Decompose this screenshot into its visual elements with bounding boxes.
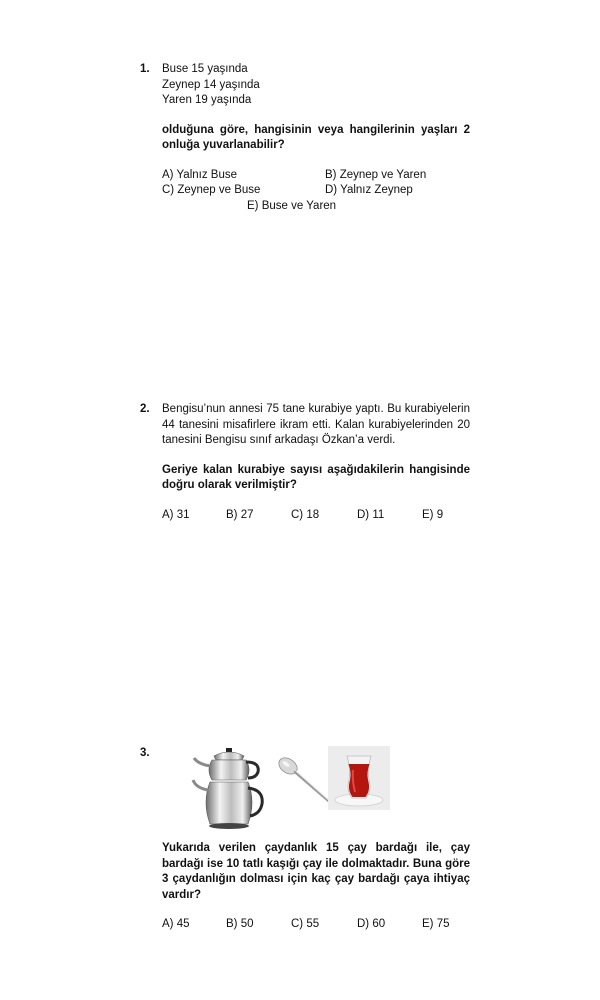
teapot-icon xyxy=(190,746,268,830)
option-a[interactable]: A) Yalnız Buse xyxy=(162,168,238,181)
tea-glass-icon xyxy=(328,746,390,810)
question-line: Zeynep 14 yaşında xyxy=(162,78,260,91)
option-d[interactable]: D) Yalnız Zeynep xyxy=(325,183,413,196)
question-prompt: Geriye kalan kurabiye sayısı aşağıdakilerin hangisinde doğru olarak verilmiştir? xyxy=(162,463,470,491)
question-images xyxy=(162,746,470,841)
question-prompt: Yukarıda verilen çaydanlık 15 çay bardağı ile, çay bardağı ise 10 tatlı kaşığı çay ile dolmaktadır. Buna göre 3 çaydanlığın dolması için kaç çay bardağı çaya ihtiyaç vardır? xyxy=(162,842,470,901)
option-c[interactable]: C) Zeynep ve Buse xyxy=(162,183,261,196)
question-prompt: olduğuna göre, hangisinin veya hangilerinin yaşları 2 onluğa yuvarlanabilir? xyxy=(162,123,470,151)
option-a[interactable]: A) 45 xyxy=(162,918,190,930)
question-line: Buse 15 yaşında xyxy=(162,63,248,75)
question-3 xyxy=(140,746,470,933)
answer-options xyxy=(162,168,470,214)
option-c[interactable]: C) 18 xyxy=(291,508,320,521)
option-e[interactable]: E) Buse ve Yaren xyxy=(247,199,337,212)
option-e[interactable]: E) 75 xyxy=(422,918,450,930)
tea-glass-picture xyxy=(328,746,390,810)
answer-options xyxy=(162,508,470,524)
option-b[interactable]: B) 27 xyxy=(226,508,254,521)
option-c[interactable]: C) 55 xyxy=(291,918,320,930)
option-b[interactable]: B) 50 xyxy=(226,918,254,930)
question-number: 2. xyxy=(140,403,150,415)
question-2 xyxy=(140,402,470,524)
question-1 xyxy=(140,62,470,214)
option-e[interactable]: E) 9 xyxy=(422,508,444,521)
question-number: 1. xyxy=(140,63,150,75)
question-line: Yaren 19 yaşında xyxy=(162,94,252,106)
question-text: Bengisu’nun annesi 75 tane kurabiye yaptı. Bu kurabiyelerin 44 tanesini misafirlere ikram etti. Kalan kurabiyelerinden 20 tanesini Bengisu sınıf arkadaşı Özkan’a verdi. xyxy=(162,403,470,446)
option-a[interactable]: A) 31 xyxy=(162,508,190,521)
option-b[interactable]: B) Zeynep ve Yaren xyxy=(325,168,427,181)
option-d[interactable]: D) 11 xyxy=(357,508,385,521)
question-number: 3. xyxy=(140,747,150,759)
option-d[interactable]: D) 60 xyxy=(357,918,386,930)
answer-options xyxy=(162,917,470,933)
